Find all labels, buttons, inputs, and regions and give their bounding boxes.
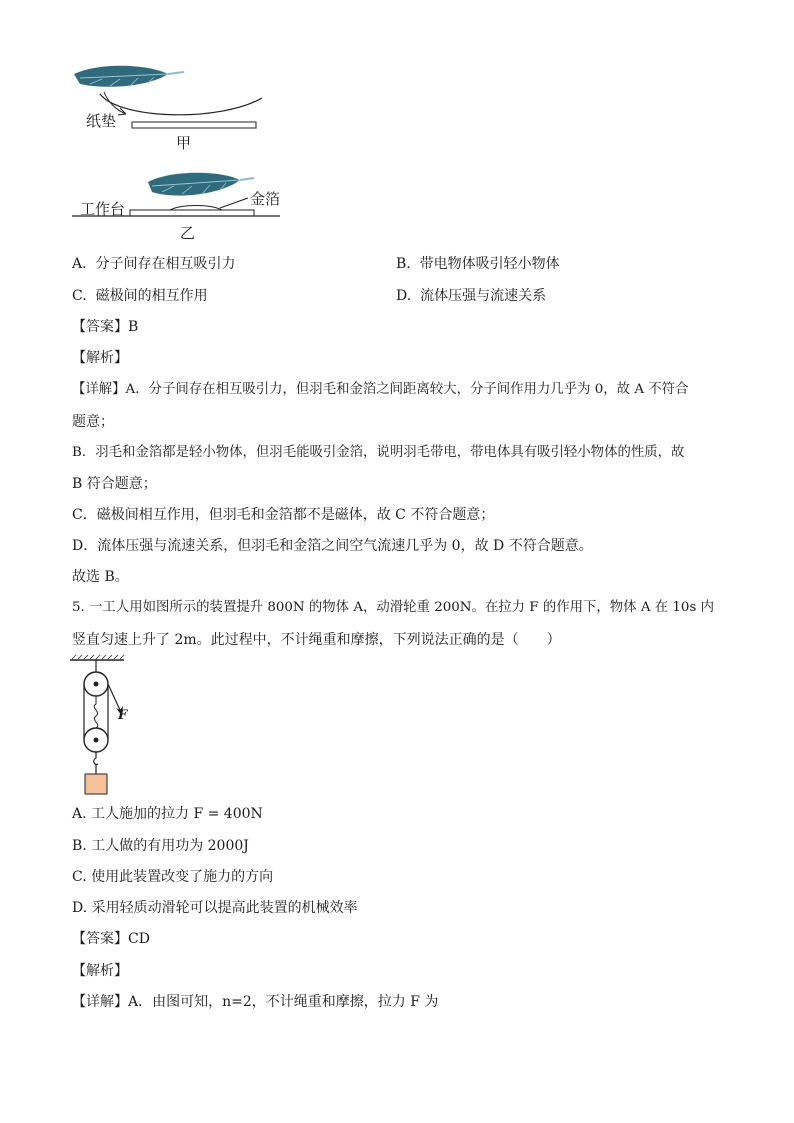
paper-pad-label: 纸垫 [86, 112, 117, 130]
object-a-block [85, 774, 107, 794]
q4-option-letter: A. [72, 256, 87, 272]
q4-option-text: 流体压强与流速关系 [420, 288, 547, 304]
q5-answer: 【答案】CD [72, 931, 150, 947]
q5-option-c: C. 使用此装置改变了施力的方向 [72, 869, 274, 885]
force-label: F [118, 708, 128, 723]
q4-answer: 【答案】B [72, 319, 139, 335]
q5-analysis-heading: 【解析】 [72, 963, 128, 979]
q4-explain-line: C．磁极间相互作用，但羽毛和金箔都不是磁体，故 C 不符合题意； [72, 507, 495, 523]
feather-paper-diagram [60, 58, 280, 158]
figure-yi-caption: 乙 [180, 224, 196, 242]
worktable-label: 工作台 [80, 200, 126, 218]
q5-option-d: D. 采用轻质动滑轮可以提高此装置的机械效率 [72, 900, 358, 916]
q4-option-text: 磁极间的相互作用 [95, 288, 208, 304]
q5-stem-line: 5. 一工人用如图所示的装置提升 800N 的物体 A，动滑轮重 200N。在拉力 F 的作用下，物体 A 在 10s 内 [72, 600, 714, 615]
q5-option-b: B. 工人做的有用功为 2000J [72, 838, 249, 854]
gold-foil [170, 206, 222, 211]
q4-option-b [396, 254, 560, 274]
q5-stem-line: 竖直匀速上升了 2m。此过程中，不计绳重和摩擦，下列说法正确的是（ ） [72, 632, 561, 648]
q4-option-text: 分子间存在相互吸引力 [95, 256, 236, 272]
q4-option-letter: D. [396, 288, 412, 304]
foil-leader-line [220, 198, 248, 208]
paper-pad [132, 122, 256, 128]
q5-option-a: A. 工人施加的拉力 F = 400N [72, 806, 263, 822]
q4-analysis-heading: 【解析】 [72, 350, 128, 366]
q4-explain-line: 题意； [72, 414, 114, 430]
q4-explain-line: B 符合题意； [72, 476, 157, 492]
figure-jia [60, 58, 280, 158]
pulley-figure [66, 654, 146, 800]
foil-label: 金箔 [250, 190, 281, 208]
figure-jia-caption: 甲 [176, 134, 192, 152]
feather-icon [74, 66, 184, 87]
q4-explain-line: 故选 B。 [72, 569, 129, 585]
ceiling-hatch [72, 655, 124, 659]
q4-explain-line: D．流体压强与流速关系，但羽毛和金箔之间空气流速几乎为 0，故 D 不符合题意。 [72, 538, 593, 554]
pulley-diagram [66, 654, 146, 800]
q4-option-letter: C. [72, 288, 87, 304]
q4-explain-line: 【详解】A．分子间存在相互吸引力，但羽毛和金箔之间距离较大，分子间作用力几乎为 0，故 A 不符合 [72, 382, 689, 397]
q4-option-c [72, 286, 208, 306]
table-block [130, 210, 254, 216]
q5-explain-line: 【详解】A．由图可知，n=2，不计绳重和摩擦，拉力 F 为 [72, 994, 439, 1010]
feather-icon [148, 173, 254, 196]
q4-option-text: 带电物体吸引轻小物体 [419, 256, 560, 272]
q4-option-letter: B. [396, 256, 411, 272]
q4-option-a [72, 254, 235, 274]
q4-option-d [396, 286, 546, 306]
q4-explain-line: B．羽毛和金箔都是轻小物体，但羽毛能吸引金箔，说明羽毛带电，带电体具有吸引轻小物体的性质，故 [72, 445, 685, 460]
